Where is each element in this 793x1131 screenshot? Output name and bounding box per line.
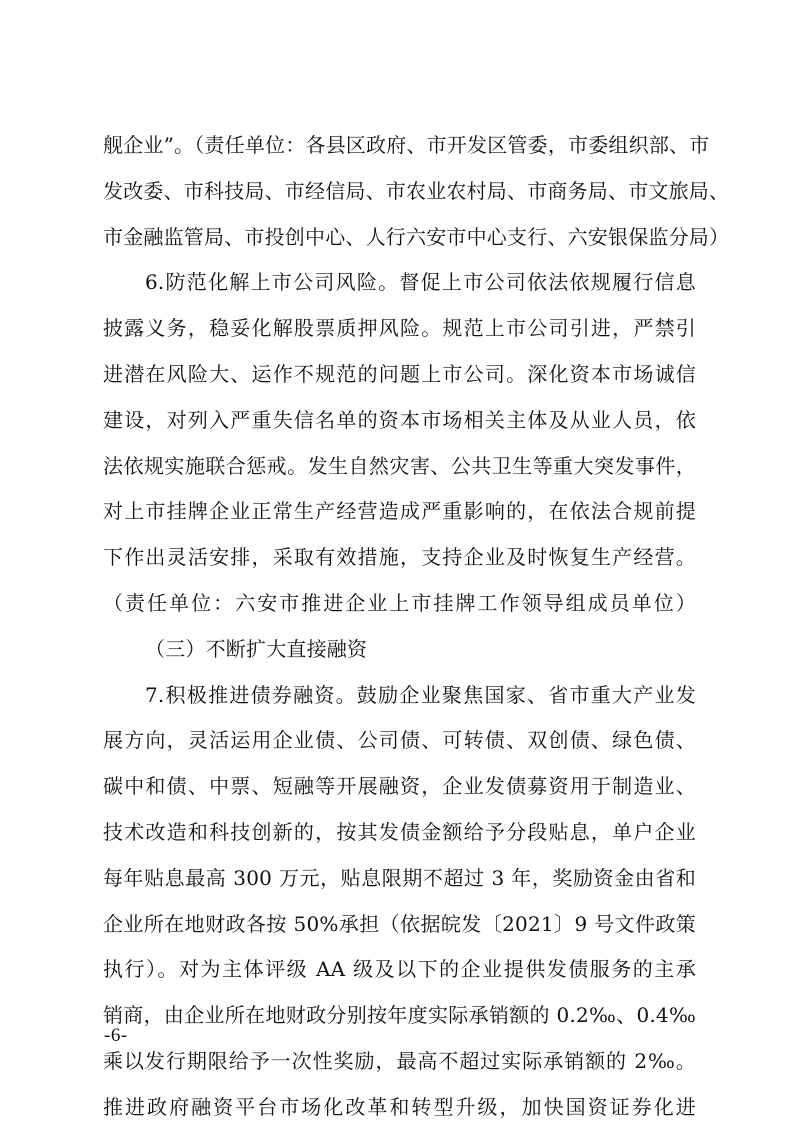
text-line-19: 执行）。对为主体评级 AA 级及以下的企业提供发债服务的主承 (103, 957, 696, 982)
text-line-14: 展方向，灵活运用企业债、公司债、可转债、双创债、绿色债、 (103, 728, 696, 753)
text-line-22: 推进政府融资平台市场化改革和转型升级，加快国资证券化进 (103, 1094, 696, 1119)
text-line-7: 建设，对列入严重失信名单的资本市场相关主体及从业人员，依 (103, 407, 696, 432)
text-line-9: 对上市挂牌企业正常生产经营造成严重影响的，在依法合规前提 (103, 499, 696, 524)
text-line-21: 乘以发行期限给予一次性奖励，最高不超过实际承销额的 2‰。 (103, 1048, 696, 1073)
text-line-20: 销商，由企业所在地财政分别按年度实际承销额的 0.2‰、0.4‰ (103, 1003, 696, 1028)
text-line-16: 技术改造和科技创新的，按其发债金额给予分段贴息，单户企业 (103, 819, 696, 844)
page-number: -6- (104, 1025, 128, 1046)
text-line-18: 企业所在地财政各按 50%承担（依据皖发〔2021〕9 号文件政策 (103, 911, 696, 936)
text-line-1: 舰企业”。（责任单位：各县区政府、市开发区管委，市委组织部、市 (103, 133, 710, 157)
text-line-5: 披露义务，稳妥化解股票质押风险。规范上市公司引进，严禁引 (103, 316, 696, 341)
paragraph-7-heading-line: 7.积极推进债券融资。鼓励企业聚焦国家、省市重大产业发 (145, 682, 696, 707)
text-line-6: 进潜在风险大、运作不规范的问题上市公司。深化资本市场诚信 (103, 361, 696, 386)
section-heading: （三）不断扩大直接融资 (145, 636, 368, 661)
text-line-3: 市金融监管局、市投创中心、人行六安市中心支行、六安银保监分局） (103, 224, 730, 249)
responsibility-line: （责任单位：六安市推进企业上市挂牌工作领导组成员单位） (103, 590, 696, 615)
paragraph-6-heading-line: 6.防范化解上市公司风险。督促上市公司依法依规履行信息 (145, 270, 696, 295)
text-line-10: 下作出灵活安排，采取有效措施，支持企业及时恢复生产经营。 (103, 545, 696, 570)
text-line-17: 每年贴息最高 300 万元，贴息限期不超过 3 年，奖励资金由省和 (103, 865, 696, 890)
text-line-2: 发改委、市科技局、市经信局、市农业农村局、市商务局、市文旅局、 (103, 178, 730, 203)
body-text (103, 123, 730, 1131)
text-line-8: 法依规实施联合惩戒。发生自然灾害、公共卫生等重大突发事件， (103, 453, 696, 478)
text-line-15: 碳中和债、中票、短融等开展融资，企业发债募资用于制造业、 (103, 774, 696, 799)
